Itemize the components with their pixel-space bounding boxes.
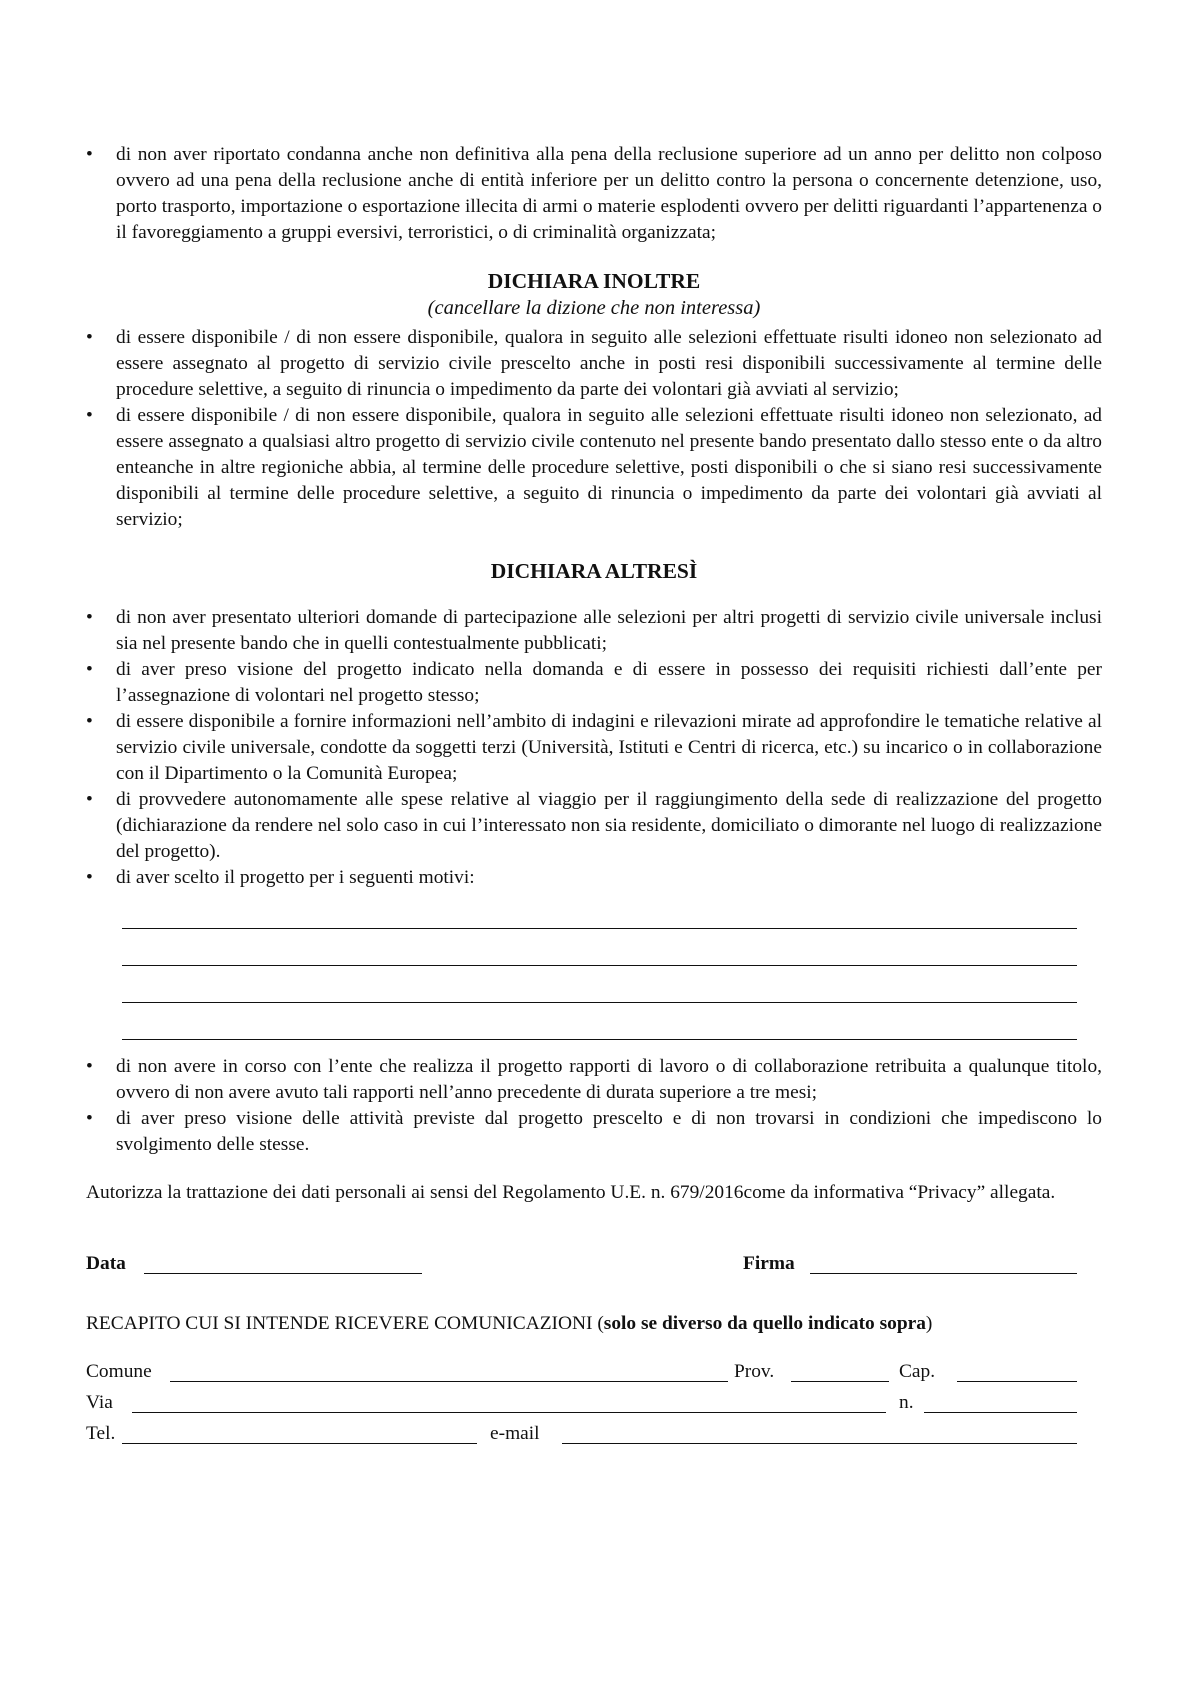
declaration-item [86, 403, 1102, 533]
via-label: Via [86, 1392, 113, 1413]
bullet: • [86, 327, 93, 348]
bullet: • [86, 1108, 93, 1129]
firma-label: Firma [743, 1253, 795, 1274]
comune-field[interactable] [170, 1381, 728, 1382]
cap-label: Cap. [899, 1361, 936, 1382]
data-field[interactable] [144, 1273, 422, 1274]
declaration-item [86, 787, 1102, 865]
signature-row [86, 1251, 1102, 1281]
heading-dichiara-altresi: DICHIARA ALTRESÌ [490, 559, 698, 583]
firma-field[interactable] [810, 1273, 1077, 1274]
bullet: • [86, 607, 93, 628]
data-label: Data [86, 1253, 126, 1274]
item-text: di aver scelto il progetto per i seguenti motivi: [116, 867, 475, 888]
heading-dichiara-inoltre: DICHIARA INOLTRE [487, 269, 701, 293]
item-text: di essere disponibile / di non essere disponibile, qualora in seguito alle selezioni effettuate risulti idoneo non selezionato, ad essere assegnato a qualsiasi altro progetto di servizio civile contenuto nel presente bando presentato dallo stesso ente o da altro enteanche in altre regioniche abbia, al termine delle procedure selettive, posti disponibili o che si siano resi successivamente disponibili al termine delle procedure selettive, a seguito di rinuncia o impedimento da parte dei volontari già avviati al servizio; [116, 405, 1102, 530]
declaration-item [86, 325, 1102, 403]
email-label: e-mail [490, 1423, 540, 1444]
prov-field[interactable] [791, 1381, 889, 1382]
cap-field[interactable] [957, 1381, 1077, 1382]
bullet: • [86, 867, 93, 888]
comune-label: Comune [86, 1361, 152, 1382]
prov-label: Prov. [734, 1361, 775, 1382]
declaration-item [86, 865, 1102, 891]
email-field[interactable] [562, 1443, 1077, 1444]
declaration-item [86, 605, 1102, 657]
declaration-item [86, 142, 1102, 246]
comune-row [86, 1359, 1102, 1390]
recapito-title-end: ) [925, 1313, 933, 1334]
item-text: di provvedere autonomamente alle spese relative al viaggio per il raggiungimento della sede di realizzazione del progetto (dichiarazione da rendere nel solo caso in cui l’interessato non sia residente, domiciliato o dimorante nel luogo di realizzazione del progetto). [116, 789, 1102, 862]
item-text: di essere disponibile a fornire informazioni nell’ambito di indagini e rilevazioni mirate ad approfondire le tematiche relative al servizio civile universale, condotte da soggetti terzi (Università, Istituti e Centri di ricerca, etc.) su incarico o in collaborazione con il Dipartimento o la Comunità Europea; [116, 711, 1102, 784]
via-field[interactable] [132, 1412, 886, 1413]
tel-field[interactable] [122, 1443, 477, 1444]
item-text: di non aver presentato ulteriori domande di partecipazione alle selezioni per altri progetti di servizio civile universale inclusi sia nel presente bando che in quelli contestualmente pubblicati; [116, 607, 1102, 654]
item-text: di aver preso visione del progetto indicato nella domanda e di essere in possesso dei requisiti richiesti dall’ente per l’assegnazione di volontari nel progetto stesso; [116, 659, 1102, 706]
recapito-title [86, 1311, 1102, 1337]
n-label: n. [899, 1392, 914, 1413]
declaration-item [86, 657, 1102, 709]
tel-label: Tel. [86, 1423, 116, 1444]
document-page [86, 142, 1102, 1452]
privacy-authorization: Autorizza la trattazione dei dati personali ai sensi del Regolamento U.E. n. 679/2016come da informativa “Privacy” allegata. [86, 1182, 1056, 1203]
bullet: • [86, 659, 93, 680]
declaration-item [86, 1054, 1102, 1106]
bullet: • [86, 405, 93, 426]
n-field[interactable] [924, 1412, 1077, 1413]
recapito-title-text: RECAPITO CUI SI INTENDE RICEVERE COMUNICAZIONI ( [86, 1313, 604, 1334]
bullet: • [86, 144, 93, 165]
item-text: di non aver riportato condanna anche non definitiva alla pena della reclusione superiore ad un anno per delitto non colposo ovvero ad una pena della reclusione anche di entità inferiore per un delitto contro la persona o concernente detenzione, uso, porto trasporto, importazione o esportazione illecita di armi o materie esplodenti ovvero per delitti riguardanti l’appartenenza o il favoreggiamento a gruppi eversivi, terroristici, o di criminalità organizzata; [116, 144, 1102, 243]
item-text: di essere disponibile / di non essere disponibile, qualora in seguito alle selezioni effettuate risulti idoneo non selezionato ad essere assegnato al progetto di servizio civile prescelto anche in posti resi disponibili successivamente al termine delle procedure selettive, a seguito di rinuncia o impedimento da parte dei volontari già avviati al servizio; [116, 327, 1102, 400]
bullet: • [86, 1056, 93, 1077]
subheading-cancellare: (cancellare la dizione che non interessa) [427, 297, 761, 319]
bullet: • [86, 789, 93, 810]
declaration-item [86, 709, 1102, 787]
recapito-title-bold: solo se diverso da quello indicato sopra [603, 1313, 926, 1334]
bullet: • [86, 711, 93, 732]
item-text: di aver preso visione delle attività previste dal progetto prescelto e di non trovarsi in condizioni che impediscono lo svolgimento delle stesse. [116, 1108, 1102, 1155]
declaration-item [86, 1106, 1102, 1158]
item-text: di non avere in corso con l’ente che realizza il progetto rapporti di lavoro o di collaborazione retribuita a qualunque titolo, ovvero di non avere avuto tali rapporti nell’anno precedente di durata superiore a tre mesi; [116, 1056, 1102, 1103]
via-row [86, 1390, 1102, 1421]
tel-row [86, 1421, 1102, 1452]
